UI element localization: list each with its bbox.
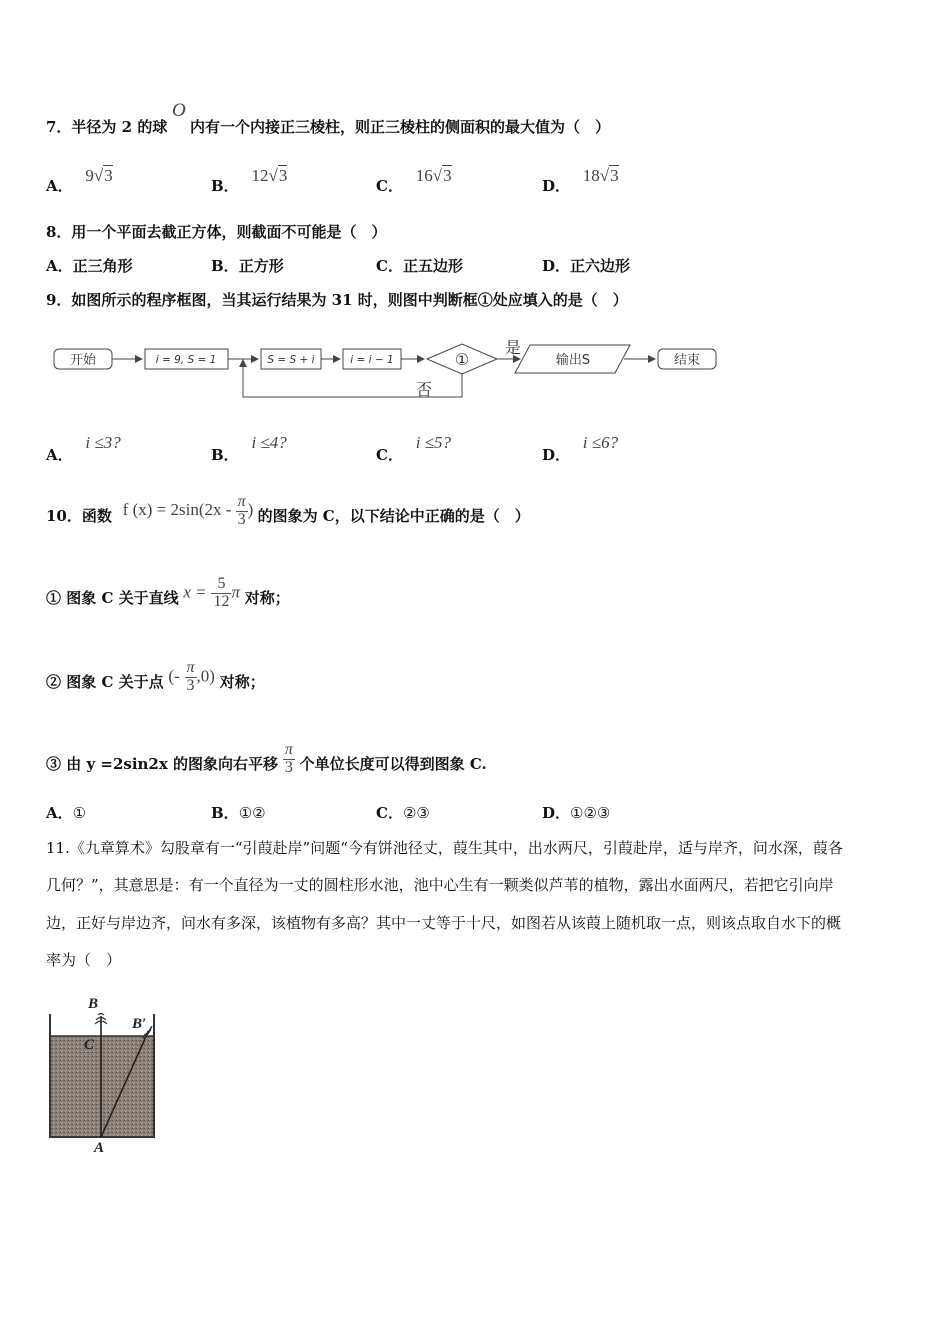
q8-option-a-text: 正三角形 bbox=[72, 257, 133, 275]
q8-option-b-letter: B． bbox=[211, 257, 239, 275]
q7-option-c[interactable]: C． 16√3 bbox=[376, 166, 452, 195]
fig-label-b-prime: B′ bbox=[132, 1016, 147, 1032]
q10-option-d-letter: D． bbox=[542, 804, 571, 822]
q9-option-a[interactable] bbox=[46, 432, 121, 464]
q10-option-a[interactable] bbox=[46, 802, 86, 823]
q8-option-c-letter: C． bbox=[376, 257, 403, 275]
q10-s1-frac bbox=[211, 576, 231, 611]
q10-s1-pi: π bbox=[231, 582, 240, 602]
q8-option-a[interactable] bbox=[46, 255, 133, 276]
q7-option-d-letter: D． bbox=[542, 177, 571, 195]
q7-option-d-coef: 18 bbox=[582, 166, 600, 185]
q10-stem-a: 10．函数 bbox=[46, 507, 112, 526]
q7-option-b-coef: 12 bbox=[251, 166, 269, 185]
q10-option-d[interactable] bbox=[542, 802, 610, 823]
q10-option-c-text: ②③ bbox=[402, 804, 430, 822]
q10-option-b-text: ①② bbox=[238, 804, 266, 822]
q9-option-c[interactable] bbox=[376, 432, 452, 464]
q10-stem bbox=[46, 494, 530, 529]
q8-option-a-letter: A． bbox=[46, 257, 73, 275]
q10-func-frac bbox=[236, 494, 248, 529]
fig-label-a: A bbox=[94, 1140, 105, 1156]
q10-option-c[interactable] bbox=[376, 802, 430, 823]
q8-option-b-text: 正方形 bbox=[238, 257, 284, 275]
q9-option-a-letter: A． bbox=[46, 446, 73, 464]
q9-option-b[interactable] bbox=[211, 432, 287, 464]
q10-func bbox=[122, 493, 258, 528]
q10-option-b[interactable] bbox=[211, 802, 266, 823]
q8-stem: 8．用一个平面去截正方体，则截面不可能是（ ） bbox=[46, 223, 387, 241]
q8-option-d[interactable] bbox=[542, 255, 630, 276]
q10-s1-num: 5 bbox=[211, 576, 231, 594]
q7-option-c-coef: 16 bbox=[415, 166, 433, 185]
q9-stem: 9．如图所示的程序框图，当其运行结果为 31 时，则图中判断框①处应填入的是（ ） bbox=[46, 291, 628, 309]
q11-figure bbox=[44, 992, 168, 1156]
q10-func-pi: π bbox=[237, 493, 246, 510]
q7-option-d-root: 3 bbox=[610, 166, 619, 185]
flow-start-label: 开始 bbox=[69, 353, 97, 368]
q7-option-a[interactable]: A． 9√3 bbox=[46, 166, 113, 195]
flow-yes-label: 是 bbox=[505, 338, 522, 357]
q7-stem-a: 7．半径为 2 的球 bbox=[46, 118, 168, 136]
fig-label-c: C bbox=[84, 1037, 95, 1053]
q7-option-a-letter: A． bbox=[46, 177, 73, 195]
q10-s2-num: π bbox=[186, 659, 195, 676]
q10-s3-a: ③ 由 y =2sin2x 的图象向右平移 bbox=[46, 755, 279, 774]
q10-s2-frac bbox=[185, 660, 197, 695]
q10-statement-2 bbox=[46, 660, 265, 695]
q8-option-b[interactable] bbox=[211, 255, 284, 276]
q10-option-a-letter: A． bbox=[46, 804, 73, 822]
q10-s2-den: 3 bbox=[186, 676, 195, 694]
q8-option-d-text: 正六边形 bbox=[570, 257, 631, 275]
q10-option-a-text: ① bbox=[72, 804, 87, 822]
q9-flowchart bbox=[50, 335, 730, 405]
q10-func-a: f (x) = 2sin(2x - bbox=[122, 500, 232, 520]
q8-option-d-letter: D． bbox=[542, 257, 571, 275]
q9-option-d-text: i ≤6? bbox=[582, 433, 619, 452]
q10-s1-x: x = bbox=[183, 582, 207, 602]
q10-s2-b: 对称； bbox=[219, 673, 265, 692]
q9-option-c-letter: C． bbox=[376, 446, 403, 464]
q10-s1-a: ① 图象 C 关于直线 bbox=[46, 589, 179, 608]
q10-stem-b: 的图象为 C，以下结论中正确的是（ ） bbox=[257, 507, 530, 526]
flow-step2-label: i = i − 1 bbox=[350, 354, 394, 366]
q11-line-1: 11.《九章算术》勾股章有一“引葭赴岸”问题“今有饼池径丈，葭生其中，出水两尺，引葭赴岸，适与岸齐，问水深，葭各 bbox=[46, 839, 843, 857]
q7-sphere-symbol: O bbox=[172, 100, 186, 121]
q7-option-c-root: 3 bbox=[443, 166, 452, 185]
q11-line-4: 率为（ ） bbox=[46, 951, 122, 969]
q10-statement-3 bbox=[46, 742, 487, 777]
q9-option-b-text: i ≤4? bbox=[251, 433, 287, 452]
q10-s3-num: π bbox=[284, 741, 293, 758]
q10-s3-den: 3 bbox=[284, 758, 293, 776]
q7-option-a-coef: 9 bbox=[85, 166, 94, 185]
q10-s2-open: (- bbox=[168, 666, 180, 686]
q7-stem-b: 内有一个内接正三棱柱，则正三棱柱的侧面积的最大值为（ ） bbox=[190, 118, 611, 136]
q10-s1-den: 12 bbox=[213, 592, 230, 610]
q10-s1-b: 对称； bbox=[244, 589, 290, 608]
q11-line-2: 几何？”，其意思是：有一个直径为一丈的圆柱形水池，池中心生有一颗类似芦苇的植物，露出水面两尺，若把它引向岸 bbox=[46, 876, 834, 894]
flow-output-label: 输出S bbox=[555, 353, 591, 368]
q9-option-d[interactable] bbox=[542, 432, 619, 464]
flow-end-label: 结束 bbox=[673, 353, 701, 368]
flow-decision-label: ① bbox=[454, 350, 470, 369]
q10-s2-close: ,0) bbox=[196, 666, 215, 686]
q10-option-c-letter: C． bbox=[376, 804, 403, 822]
q7-option-a-root: 3 bbox=[104, 166, 113, 185]
q10-statement-1 bbox=[46, 576, 290, 611]
q8-option-c-text: 正五边形 bbox=[402, 257, 463, 275]
q10-func-close: ) bbox=[247, 500, 254, 520]
pool-water bbox=[51, 1036, 153, 1136]
q10-func-den: 3 bbox=[237, 510, 246, 528]
flow-step1-label: S = S + i bbox=[267, 354, 315, 366]
q10-option-b-letter: B． bbox=[211, 804, 239, 822]
q10-s2-a: ② 图象 C 关于点 bbox=[46, 673, 164, 692]
q10-s3-b: 个单位长度可以得到图象 C. bbox=[299, 755, 487, 774]
fig-label-b: B bbox=[88, 996, 99, 1012]
q9-option-b-letter: B． bbox=[211, 446, 239, 464]
q8-option-c[interactable] bbox=[376, 255, 463, 276]
q7-option-b[interactable]: B． 12√3 bbox=[211, 166, 288, 195]
flow-init-label: i = 9, S = 1 bbox=[155, 354, 217, 366]
q7-option-b-root: 3 bbox=[278, 166, 288, 185]
flow-no-label: 否 bbox=[416, 380, 433, 399]
q9-option-d-letter: D． bbox=[542, 446, 571, 464]
q10-option-d-text: ①②③ bbox=[570, 804, 611, 822]
q9-option-c-text: i ≤5? bbox=[415, 433, 452, 452]
q7-option-c-letter: C． bbox=[376, 177, 403, 195]
q7-stem bbox=[46, 116, 167, 137]
q7-option-b-letter: B． bbox=[211, 177, 239, 195]
q7-option-d[interactable]: D． 18√3 bbox=[542, 166, 619, 195]
q11-line-3: 边，正好与岸边齐，问水有多深，该植物有多高？其中一丈等于十尺，如图若从该葭上随机取一点，则该点取自水下的概 bbox=[46, 914, 842, 932]
q9-option-a-text: i ≤3? bbox=[85, 433, 121, 452]
q10-s3-frac bbox=[283, 742, 295, 777]
